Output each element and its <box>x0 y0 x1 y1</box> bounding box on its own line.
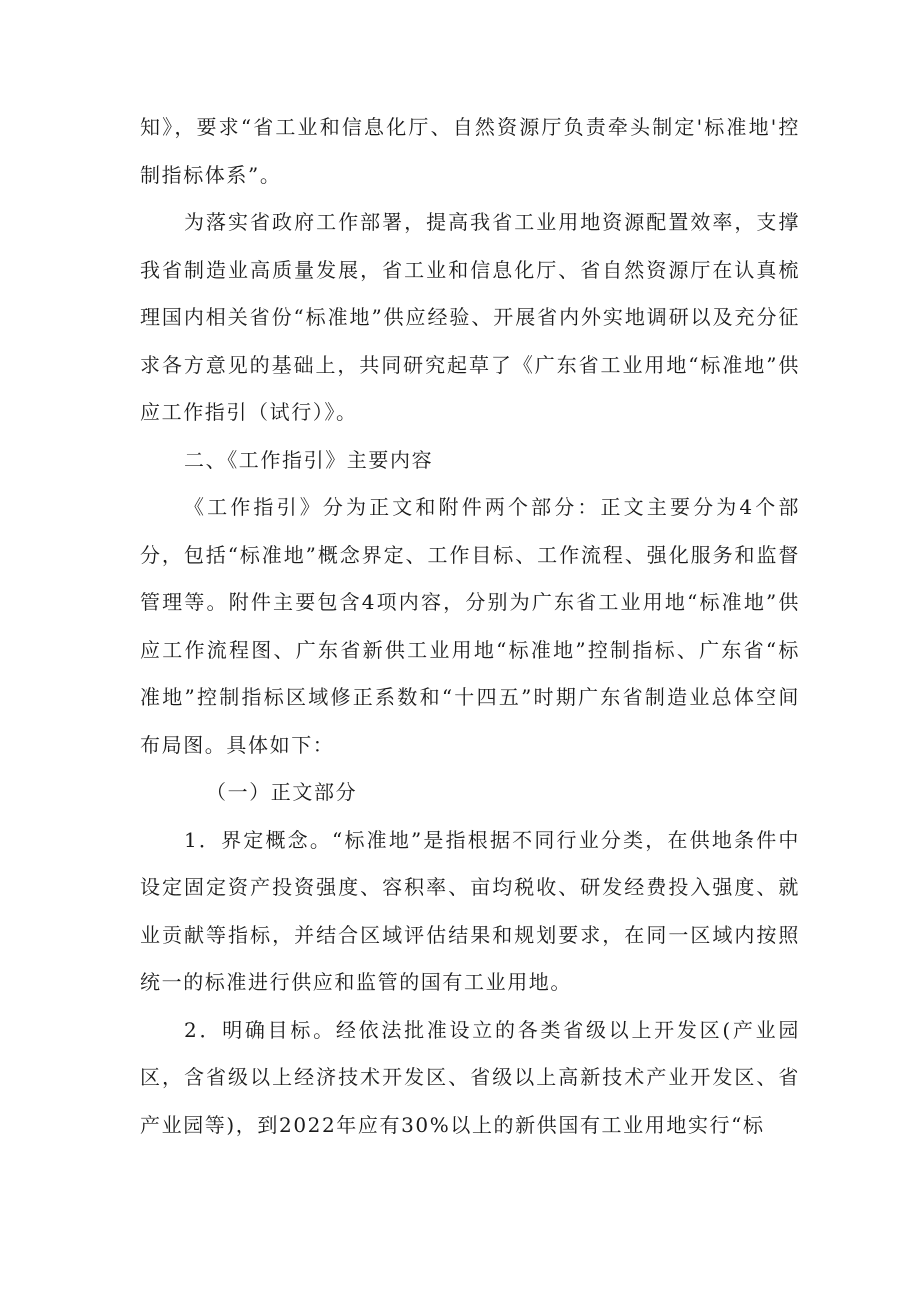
subsection-heading-main-text: （一）正文部分 <box>206 780 358 804</box>
paragraph-define-concept: 1．界定概念。“标准地”是指根据不同行业分类，在供地条件中设定固定资产投资强度、容积率、亩均税收、研发经费投入强度、就业贡献等指标，并结合区域评估结果和规划要求，在同一区域内按照统一的标准进行供应和监管的国有工业用地。 <box>140 827 800 994</box>
paragraph-clarify-goal: 2．明确目标。经依法批准设立的各类省级以上开发区(产业园区，含省级以上经济技术开发区、省级以上高新技术产业开发区、省产业园等)，到2022年应有30%以上的新供国有工业用地实行“标 <box>140 1017 800 1137</box>
document-body <box>140 104 800 1149</box>
section-heading-main-content: 二、《工作指引》主要内容 <box>184 447 434 472</box>
paragraph-guideline-overview: 《工作指引》分为正文和附件两个部分：正文主要分为4个部分，包括“标准地”概念界定、工作目标、工作流程、强化服务和监督管理等。附件主要包含4项内容，分别为广东省工业用地“标准地”供应工作流程图、广东省新供工业用地“标准地”控制指标、广东省“标准地”控制指标区域修正系数和“十四五”时期广东省制造业总体空间布局图。具体如下： <box>140 495 800 757</box>
paragraph-background: 为落实省政府工作部署，提高我省工业用地资源配置效率，支撑我省制造业高质量发展，省工业和信息化厅、省自然资源厅在认真梳理国内相关省份“标准地”供应经验、开展省内外实地调研以及充分征求各方意见的基础上，共同研究起草了《广东省工业用地“标准地”供应工作指引（试行）》。 <box>140 210 800 424</box>
paragraph-continuation: 知》，要求“省工业和信息化厅、自然资源厅负责牵头制定'标准地'控制指标体系”。 <box>140 115 800 187</box>
